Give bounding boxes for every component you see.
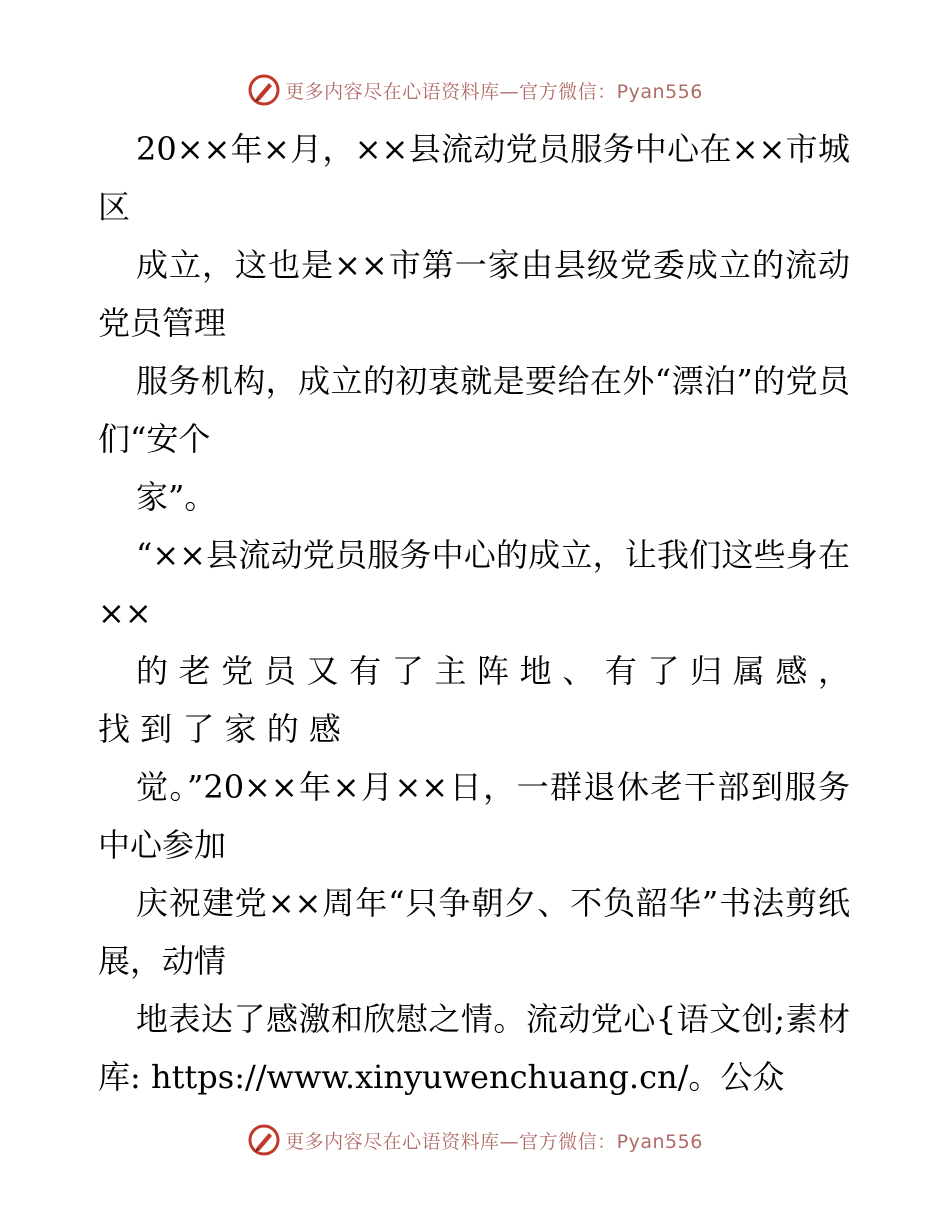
paragraph-8: 庆祝建党××周年“只争朝夕、不负韶华”书法剪纸展，动情 [98,884,850,980]
pen-logo-icon [247,73,281,107]
paragraph-3: 服务机构，成立的初衷就是要给在外“漂泊”的党员们“安个 [98,362,850,458]
header-watermark-banner [0,70,950,110]
paragraph-9: 地表达了感激和欣慰之情。流动党心{语文创;素材库: https://www.xinyuwenchuang.cn/。公众 [98,1000,850,1096]
paragraph-6: 的 老 党 员 又 有 了 主 阵 地 、 有 了 归 属 感 ， 找 到 了 家 的 感 [98,652,850,748]
paragraph-7: 觉。”20××年×月××日，一群退休老干部到服务中心参加 [98,768,850,864]
pen-logo-icon [247,1123,281,1157]
footer-watermark-banner [0,1120,950,1160]
footer-watermark-text: 更多内容尽在心语资料库—官方微信：Pyan556 [285,1130,703,1153]
document-body [98,120,850,1106]
paragraph-5: “××县流动党员服务中心的成立，让我们这些身在×× [98,536,850,632]
paragraph-4: 家”。 [136,478,217,516]
header-watermark-text: 更多内容尽在心语资料库—官方微信：Pyan556 [285,80,703,103]
paragraph-2: 成立，这也是××市第一家由县级党委成立的流动党员管理 [98,246,850,342]
paragraph-1: 20××年×月，××县流动党员服务中心在××市城区 [98,130,850,226]
